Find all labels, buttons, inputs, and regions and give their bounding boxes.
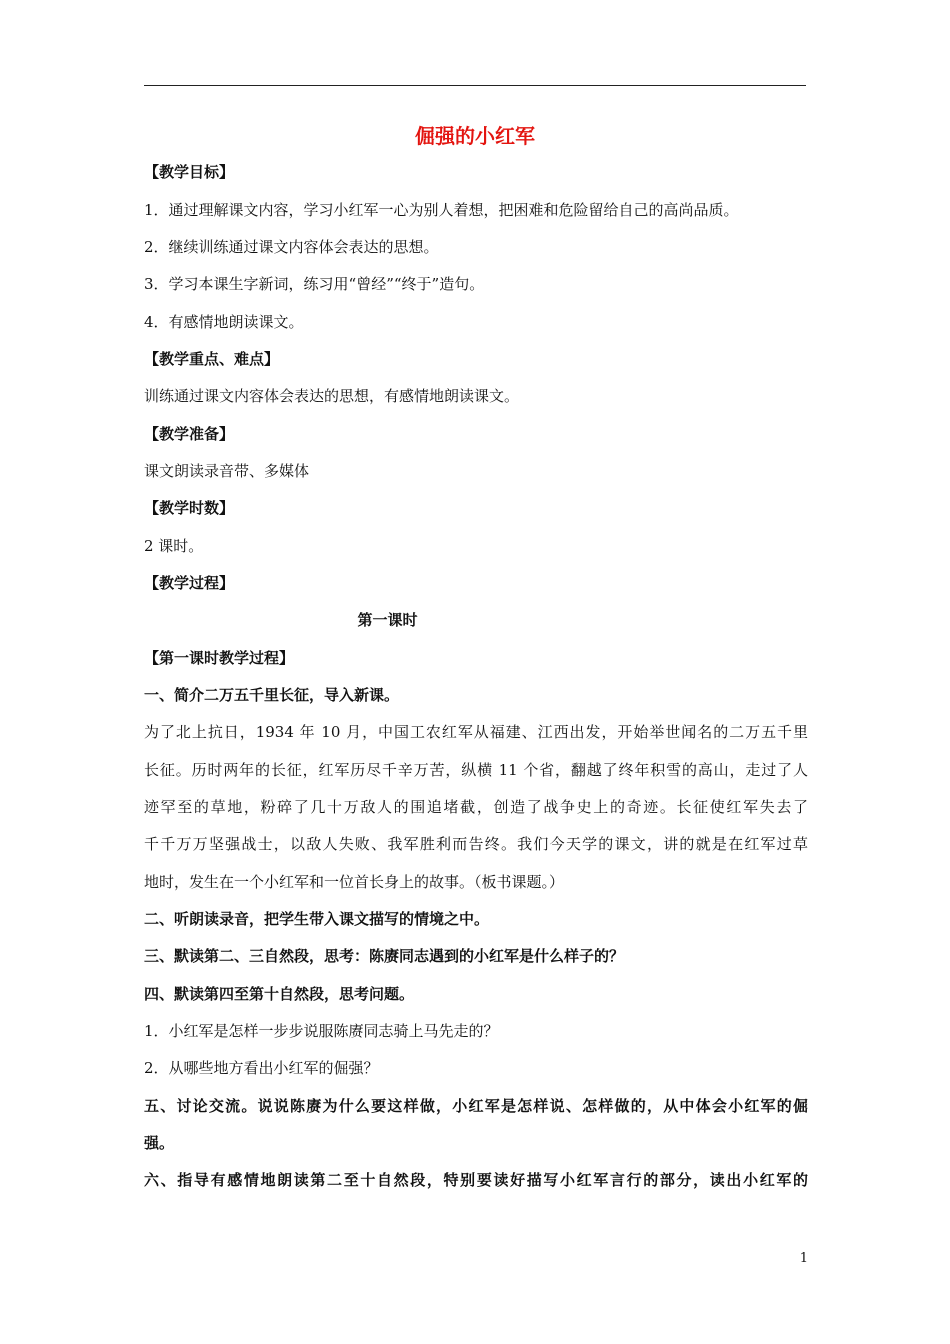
step-three-heading: 三、默读第二、三自然段，思考：陈赓同志遇到的小红军是什么样子的？ bbox=[144, 947, 625, 965]
objective-item-4: 4．有感情地朗读课文。 bbox=[144, 313, 304, 331]
step-five-heading: 五、讨论交流。说说陈赓为什么要这样做，小红军是怎样说、怎样做的，从中体会小红军的倔 bbox=[144, 1097, 808, 1115]
header-rule bbox=[144, 85, 806, 86]
page-number: 1 bbox=[799, 1251, 808, 1266]
section-heading-lesson-one-process: 【第一课时教学过程】 bbox=[144, 649, 295, 667]
objective-item-3: 3．学习本课生字新词，练习用“曾经”“终于”造句。 bbox=[144, 275, 485, 293]
section-heading-process: 【教学过程】 bbox=[144, 574, 235, 592]
step-four-heading: 四、默读第四至第十自然段，思考问题。 bbox=[144, 985, 415, 1003]
key-points-text: 训练通过课文内容体会表达的思想，有感情地朗读课文。 bbox=[144, 387, 520, 405]
document-title: 倔强的小红军 bbox=[415, 124, 535, 148]
paragraph-line: 地时，发生在一个小红军和一位首长身上的故事。（板书课题。） bbox=[144, 873, 565, 891]
paragraph-line: 长征。历时两年的长征，红军历尽千辛万苦，纵横 11 个省，翻越了终年积雪的高山，走过了人 bbox=[144, 761, 808, 779]
preparation-text: 课文朗读录音带、多媒体 bbox=[144, 462, 310, 480]
objective-item-1: 1．通过理解课文内容，学习小红军一心为别人着想，把困难和危险留给自己的高尚品质。 bbox=[144, 201, 739, 219]
step-one-heading: 一、简介二万五千里长征，导入新课。 bbox=[144, 686, 400, 704]
paragraph-line: 迹罕至的草地，粉碎了几十万敌人的围追堵截，创造了战争史上的奇迹。长征使红军失去了 bbox=[144, 798, 808, 816]
objective-item-2: 2．继续训练通过课文内容体会表达的思想。 bbox=[144, 238, 439, 256]
lesson-one-heading: 第一课时 bbox=[357, 611, 418, 629]
step-six-heading: 六、指导有感情地朗读第二至十自然段，特别要读好描写小红军言行的部分，读出小红军的 bbox=[144, 1171, 808, 1189]
section-heading-key-points: 【教学重点、难点】 bbox=[144, 350, 280, 368]
paragraph-line: 为了北上抗日，1934 年 10 月，中国工农红军从福建、江西出发，开始举世闻名的二万五千里 bbox=[144, 723, 808, 741]
section-heading-hours: 【教学时数】 bbox=[144, 499, 235, 517]
section-heading-preparation: 【教学准备】 bbox=[144, 425, 235, 443]
hours-text: 2 课时。 bbox=[144, 537, 204, 555]
question-item-1: 1．小红军是怎样一步步说服陈赓同志骑上马先走的？ bbox=[144, 1022, 499, 1040]
paragraph-line: 千千万万坚强战士，以敌人失败、我军胜利而告终。我们今天学的课文，讲的就是在红军过草 bbox=[144, 835, 808, 853]
step-five-heading-cont: 强。 bbox=[144, 1134, 175, 1152]
question-item-2: 2．从哪些地方看出小红军的倔强？ bbox=[144, 1059, 379, 1077]
section-heading-objectives: 【教学目标】 bbox=[144, 163, 235, 181]
step-two-heading: 二、听朗读录音，把学生带入课文描写的情境之中。 bbox=[144, 910, 490, 928]
